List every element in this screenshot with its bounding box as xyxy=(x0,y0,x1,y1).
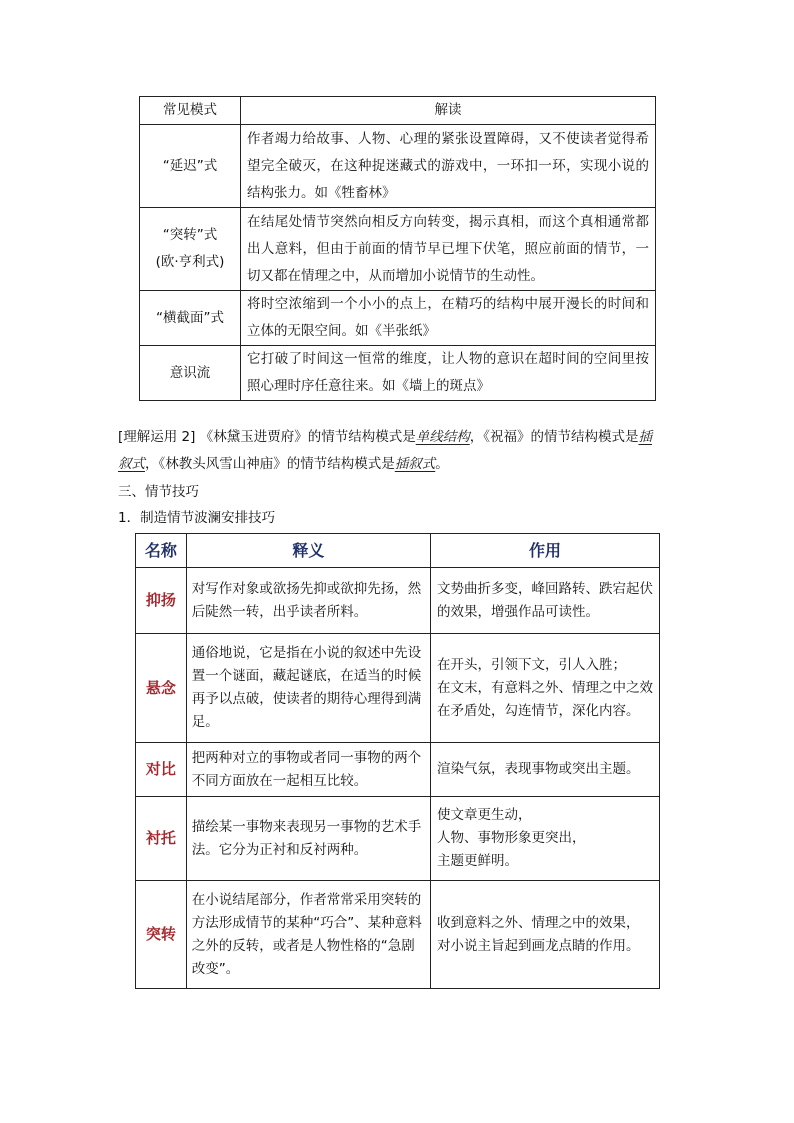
technique-definition: 把两种对立的事物或者同一事物的两个不同方面放在一起相互比较。 xyxy=(186,743,430,797)
answer-blank: 叙式 xyxy=(118,456,145,472)
mode-cell: 意识流 xyxy=(140,346,241,401)
table-row xyxy=(140,346,656,401)
interpretation-cell: 在结尾处情节突然向相反方向转变，揭示真相，而这个真相通常都出人意料，但由于前面的情节早已埋下伏笔，照应前面的情节，一切又都在情理之中，从而增加小说情节的生动性。 xyxy=(241,208,656,291)
mode-alias: (欧·亨利式) xyxy=(155,254,225,270)
effect-line: 在文末，有意料之外、情理之中之效 xyxy=(437,679,653,696)
table-row xyxy=(136,881,660,989)
exercise-text: 《林黛玉进贾府》的情节结构模式是 xyxy=(199,429,416,445)
effect-line: 主题更鲜明。 xyxy=(437,853,518,869)
mode-name: “突转”式 xyxy=(162,227,218,243)
effect-line: 使文章更生动， xyxy=(437,807,532,823)
effect-line: 在开头，引领下文，引人入胜； xyxy=(437,656,626,673)
header-name: 名称 xyxy=(136,534,187,568)
effect-line: 收到意料之外、情理之中的效果， xyxy=(437,914,640,931)
technique-effect xyxy=(431,743,660,797)
effect-line: 文势曲折多变，峰回路转、跌宕起伏的效果，增强作品可读性。 xyxy=(437,580,653,620)
mode-cell xyxy=(140,208,241,291)
table-header-row xyxy=(140,97,656,125)
technique-definition: 通俗地说，它是指在小说的叙述中先设置一个谜面，藏起谜底，在适当的时候再予以点破，使读者的期待心理得到满足。 xyxy=(186,634,430,743)
table-row xyxy=(136,797,660,881)
mode-cell: “横截面”式 xyxy=(140,291,241,346)
header-interpretation: 解读 xyxy=(241,97,656,125)
table-header-row xyxy=(136,534,660,568)
effect-line: 渲染气氛，表现事物或突出主题。 xyxy=(437,761,640,777)
answer-blank: 单线结构 xyxy=(415,429,470,445)
technique-definition: 在小说结尾部分，作者常常采用突转的方法形成情节的某种“巧合”、某种意料之外的反转，或者是人物性格的“急剧改变”。 xyxy=(186,881,430,989)
exercise-text: ，《祝福》的情节结构模式是 xyxy=(469,429,639,445)
effect-line: 人物、事物形象更突出， xyxy=(437,830,586,846)
exercise-tag: [理解运用 2] xyxy=(118,429,196,445)
technique-effect xyxy=(431,797,660,881)
technique-name: 抑扬 xyxy=(136,568,187,634)
table-row xyxy=(140,291,656,346)
technique-definition: 描绘某一事物来表现另一事物的艺术手法。它分为正衬和反衬两种。 xyxy=(186,797,430,881)
plot-modes-table xyxy=(139,96,656,401)
table-row xyxy=(136,743,660,797)
table-row xyxy=(136,634,660,743)
table-row xyxy=(140,125,656,208)
technique-name: 对比 xyxy=(136,743,187,797)
technique-effect xyxy=(431,881,660,989)
technique-name: 突转 xyxy=(136,881,187,989)
exercise-text: 。 xyxy=(435,456,449,472)
table-row xyxy=(140,208,656,291)
answer-blank: 插 xyxy=(638,429,652,445)
interpretation-cell: 它打破了时间这一恒常的维度，让人物的意识在超时间的空间里按照心理时序任意往来。如《墙上的斑点》 xyxy=(241,346,656,401)
exercise-paragraph xyxy=(118,424,678,478)
header-effect: 作用 xyxy=(431,534,660,568)
interpretation-cell: 将时空浓缩到一个小小的点上，在精巧的结构中展开漫长的时间和立体的无限空间。如《半张纸》 xyxy=(241,291,656,346)
technique-effect xyxy=(431,634,660,743)
table-row xyxy=(136,568,660,634)
exercise-text: ，《林教头风雪山神庙》的情节结构模式是 xyxy=(145,456,395,472)
section-heading: 三、情节技巧 xyxy=(118,484,199,500)
technique-name: 衬托 xyxy=(136,797,187,881)
effect-line: 在矛盾处，勾连情节，深化内容。 xyxy=(437,702,640,719)
header-definition: 释义 xyxy=(186,534,430,568)
technique-name: 悬念 xyxy=(136,634,187,743)
header-mode: 常见模式 xyxy=(140,97,241,125)
interpretation-cell: 作者竭力给故事、人物、心理的紧张设置障碍，又不使读者觉得希望完全破灭，在这种捉迷藏式的游戏中，一环扣一环，实现小说的结构张力。如《牲畜林》 xyxy=(241,125,656,208)
mode-cell: “延迟”式 xyxy=(140,125,241,208)
technique-effect xyxy=(431,568,660,634)
technique-definition: 对写作对象或欲扬先抑或欲抑先扬，然后陡然一转，出乎读者所料。 xyxy=(186,568,430,634)
answer-blank: 插叙式 xyxy=(394,456,436,472)
plot-techniques-table xyxy=(135,533,660,989)
section-subheading: 1．制造情节波澜安排技巧 xyxy=(118,510,276,526)
effect-line: 对小说主旨起到画龙点睛的作用。 xyxy=(437,937,640,954)
